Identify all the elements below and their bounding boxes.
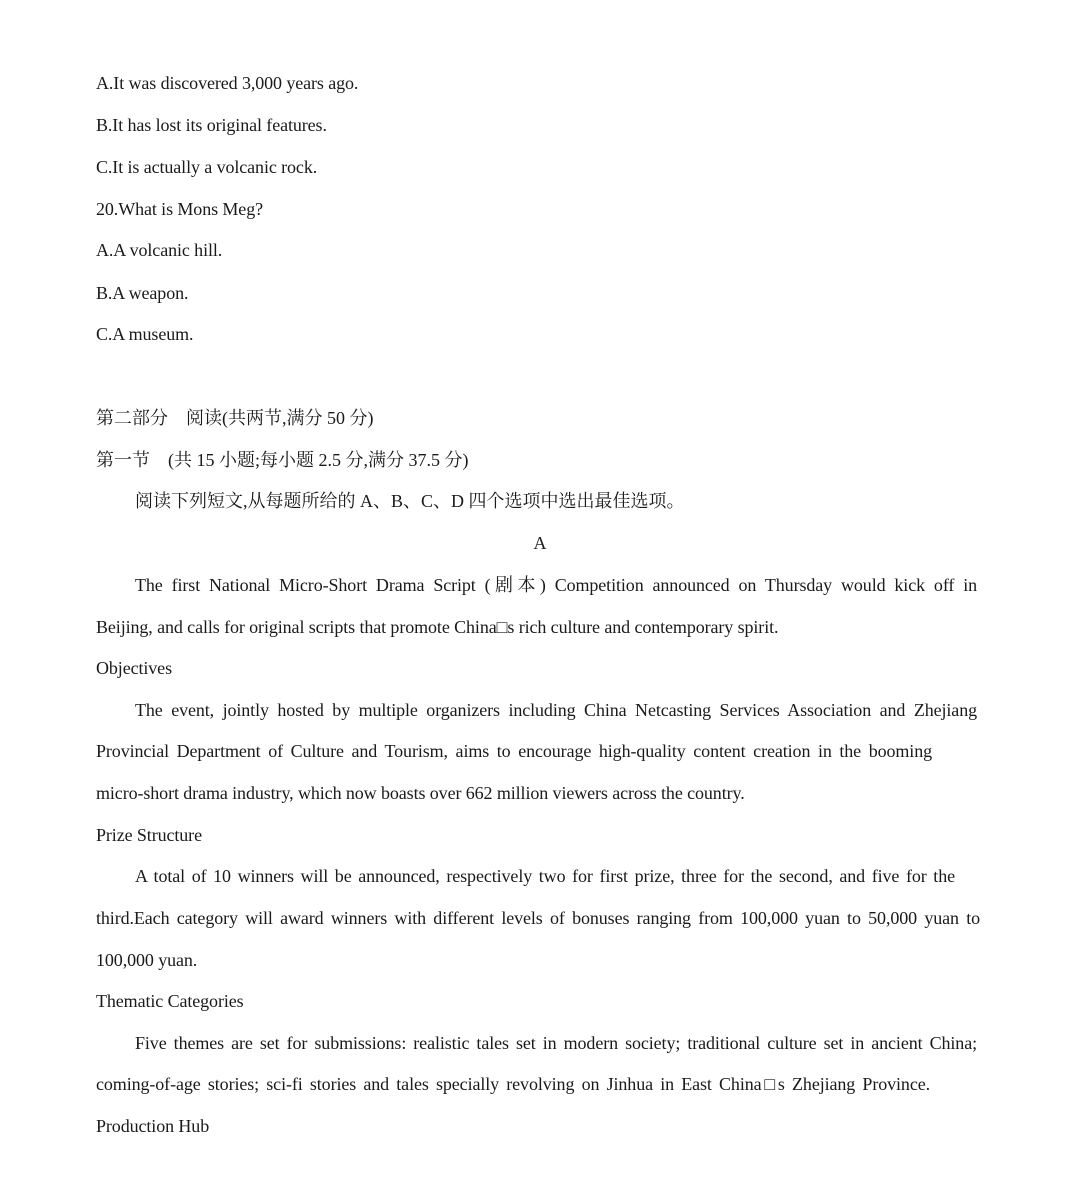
paragraph-3-line-3: 100,000 yuan. (96, 950, 198, 970)
section-one-heading: 第一节 (共 15 小题;每小题 2.5 分,满分 37.5 分) (96, 450, 469, 470)
option-b-q20: B.A weapon. (96, 283, 189, 303)
paragraph-4-line-2: coming-of-age stories; sci-fi stories and tales specially revolving on Jinhua in East China□s Zhejiang Province. (96, 1074, 930, 1094)
paragraph-2-line-1: The event, jointly hosted by multiple organizers including China Netcasting Services Association and Zhejiang (135, 700, 977, 720)
option-c-q19: C.It is actually a volcanic rock. (96, 157, 318, 177)
question-20: 20.What is Mons Meg? (96, 199, 263, 219)
part-two-heading: 第二部分 阅读(共两节,满分 50 分) (96, 408, 374, 428)
option-b-q19: B.It has lost its original features. (96, 115, 327, 135)
paragraph-2-line-3: micro-short drama industry, which now boasts over 662 million viewers across the country. (96, 783, 745, 803)
passage-label: A (533, 533, 547, 553)
subheading-objectives: Objectives (96, 658, 172, 678)
subheading-prize-structure: Prize Structure (96, 825, 202, 845)
option-a-q20: A.A volcanic hill. (96, 240, 223, 260)
option-c-q20: C.A museum. (96, 324, 194, 344)
paragraph-2-line-2: Provincial Department of Culture and Tourism, aims to encourage high-quality content creation in the booming (96, 741, 932, 761)
paragraph-4-line-1: Five themes are set for submissions: realistic tales set in modern society; traditional culture set in ancient China; (135, 1033, 977, 1053)
reading-instruction: 阅读下列短文,从每题所给的 A、B、C、D 四个选项中选出最佳选项。 (135, 491, 685, 511)
paragraph-3-line-2: third.Each category will award winners with different levels of bonuses ranging from 100,000 yuan to 50,000 yuan to (96, 908, 980, 928)
paragraph-1-line-1: The first National Micro-Short Drama Script (剧本) Competition announced on Thursday would kick off in (135, 575, 977, 595)
subheading-thematic-categories: Thematic Categories (96, 991, 244, 1011)
option-a-q19: A.It was discovered 3,000 years ago. (96, 73, 359, 93)
subheading-production-hub: Production Hub (96, 1116, 210, 1136)
paragraph-3-line-1: A total of 10 winners will be announced, respectively two for first prize, three for the second, and five for the (135, 866, 955, 886)
paragraph-1-line-2: Beijing, and calls for original scripts that promote China□s rich culture and contemporary spirit. (96, 617, 779, 637)
